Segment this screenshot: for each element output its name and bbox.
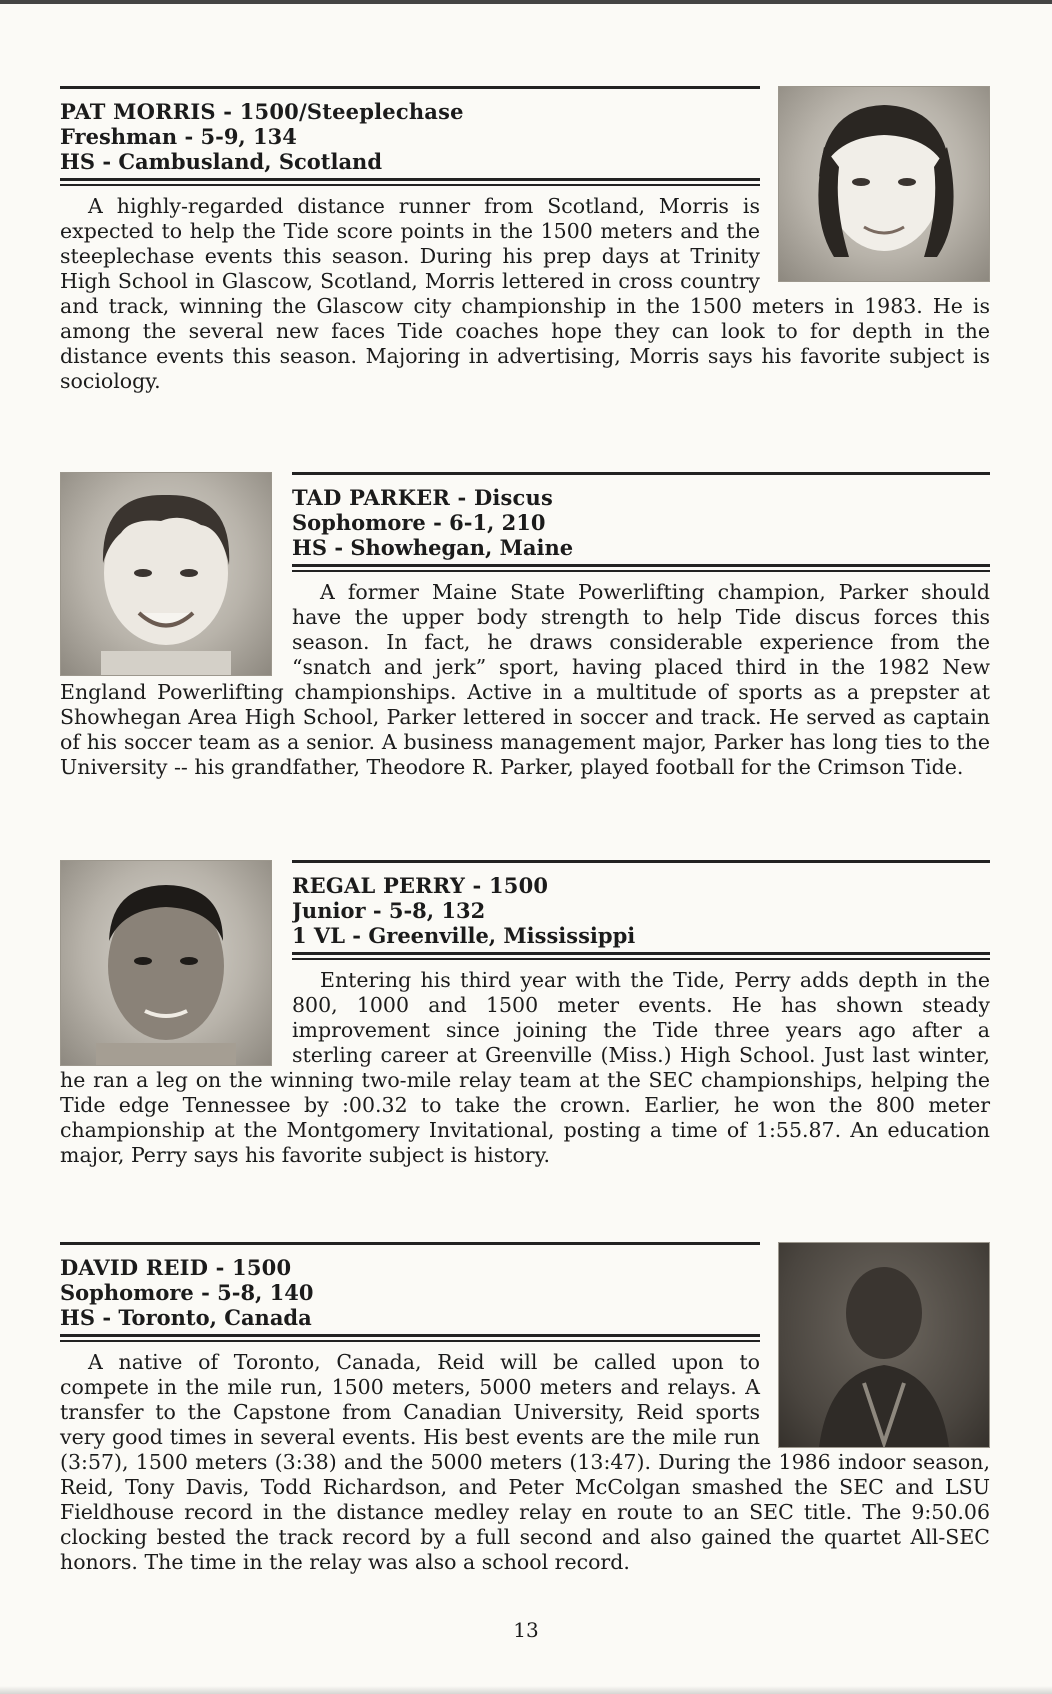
header-bottom-rule bbox=[292, 564, 990, 572]
athlete-class-size: Sophomore - 6-1, 210 bbox=[292, 510, 546, 535]
portrait-parker-icon bbox=[61, 473, 271, 675]
athlete-name-event: DAVID REID - 1500 bbox=[60, 1255, 292, 1280]
page-sheet bbox=[0, 4, 1052, 1694]
athlete-photo-parker bbox=[60, 472, 272, 676]
page-bottom-edge bbox=[0, 1686, 1052, 1694]
header-bottom-rule bbox=[60, 1334, 760, 1342]
athlete-entry-perry bbox=[60, 860, 990, 1168]
athlete-class-size: Sophomore - 5-8, 140 bbox=[60, 1280, 314, 1305]
athlete-photo-reid bbox=[778, 1242, 990, 1448]
athlete-hometown: HS - Showhegan, Maine bbox=[292, 535, 574, 560]
athlete-bio: A former Maine State Powerlifting champion, Parker should have the upper body strength to help Tide discus forces this season. In fact, he draws considerable experience from the “snatch and jerk” sport, having placed third in the 1982 New England Powerlifting championships. Active in a multitude of sports as a prepster at Showhegan Area High School, Parker lettered in soccer and track. He served as captain of his soccer team as a senior. A business management major, Parker has long ties to the University -- his grandfather, Theodore R. Parker, played football for the Crimson Tide. bbox=[60, 580, 990, 779]
athlete-bio: A highly-regarded distance runner from Scotland, Morris is expected to help the Tide score points in the 1500 meters and the steeplechase events this season. During his prep days at Trinity High School in Glascow, Scotland, Morris lettered in cross country and track, winning the Glascow city championship in the 1500 meters in 1983. He is among the several new faces Tide coaches hope they can look to for depth in the distance events this season. Majoring in advertising, Morris says his favorite subject is sociology. bbox=[60, 194, 990, 393]
header-bottom-rule bbox=[60, 178, 760, 186]
athlete-entry-morris bbox=[60, 86, 990, 394]
athlete-name-event: TAD PARKER - Discus bbox=[292, 485, 554, 510]
athlete-class-size: Freshman - 5-9, 134 bbox=[60, 124, 297, 149]
page-number: 13 bbox=[513, 1618, 539, 1642]
athlete-entry-reid bbox=[60, 1242, 990, 1575]
header-bottom-rule bbox=[292, 952, 990, 960]
athlete-name-event: REGAL PERRY - 1500 bbox=[292, 873, 549, 898]
athlete-hometown: HS - Toronto, Canada bbox=[60, 1305, 312, 1330]
athlete-bio: A native of Toronto, Canada, Reid will be called upon to compete in the mile run, 1500 meters, 5000 meters and relays. A transfer to the Capstone from Canadian University, Reid sports very good times in several events. His best events are the mile run (3:57), 1500 meters (3:38) and the 5000 meters (13:47). During the 1986 indoor season, Reid, Tony Davis, Todd Richardson, and Peter McColgan smashed the SEC and LSU Fieldhouse record in the distance medley relay en route to an SEC title. The 9:50.06 clocking bested the track record by a full second and also gained the quartet All-SEC honors. The time in the relay was also a school record. bbox=[60, 1350, 990, 1574]
athlete-hometown: 1 VL - Greenville, Mississippi bbox=[292, 923, 636, 948]
athlete-name-event: PAT MORRIS - 1500/Steeplechase bbox=[60, 99, 464, 124]
portrait-morris-icon bbox=[779, 87, 989, 281]
athlete-hometown: HS - Cambusland, Scotland bbox=[60, 149, 383, 174]
athlete-photo-perry bbox=[60, 860, 272, 1066]
athlete-bio: Entering his third year with the Tide, Perry adds depth in the 800, 1000 and 1500 meter events. He has shown steady improvement since joining the Tide three years ago after a sterling career at Greenville (Miss.) High School. Just last winter, he ran a leg on the winning two-mile relay team at the SEC championships, helping the Tide edge Tennessee by :00.32 to take the crown. Earlier, he won the 800 meter championship at the Montgomery Invitational, posting a time of 1:55.87. An education major, Perry says his favorite subject is history. bbox=[60, 968, 990, 1167]
athlete-class-size: Junior - 5-8, 132 bbox=[292, 898, 486, 923]
athlete-photo-morris bbox=[778, 86, 990, 282]
portrait-reid-icon bbox=[779, 1243, 989, 1447]
portrait-perry-icon bbox=[61, 861, 271, 1065]
athlete-entry-parker bbox=[60, 472, 990, 780]
